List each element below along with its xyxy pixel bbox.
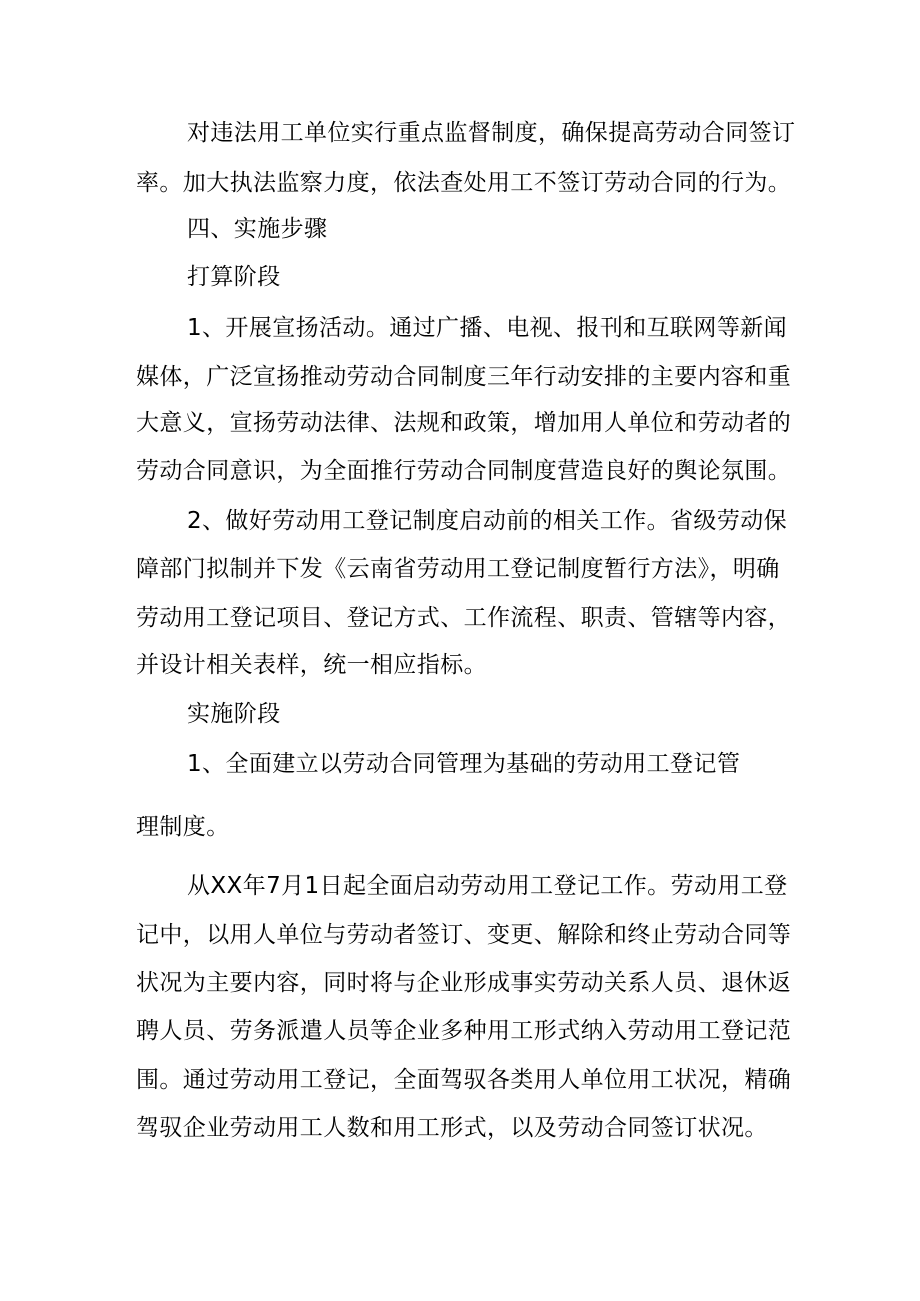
paragraph-line: 媒体，广泛宣扬推动劳动合同制度三年行动安排的主要内容和重 <box>136 364 792 390</box>
paragraph-line: 驾驭企业劳动用工人数和用工形式，以及劳动合同签订状况。 <box>136 1115 768 1141</box>
paragraph-line: 记中，以用人单位与劳动者签订、变更、解除和终止劳动合同等 <box>136 922 792 948</box>
section-heading: 四、实施步骤 <box>187 216 328 242</box>
paragraph-line: 劳动合同意识，为全面推行劳动合同制度营造良好的舆论氛围。 <box>136 458 792 484</box>
paragraph-line: 障部门拟制并下发《云南省劳动用工登记制度暂行方法》，明确 <box>136 556 780 582</box>
paragraph-line: 从XX年7月1日起全面启动劳动用工登记工作。劳动用工登 <box>187 873 788 899</box>
paragraph-line: 大意义，宣扬劳动法律、法规和政策，增加用人单位和劳动者的 <box>136 410 792 436</box>
paragraph-line: 并设计相关表样，统一相应指标。 <box>136 652 487 678</box>
paragraph-line: 1、开展宣扬活动。通过广播、电视、报刊和互联网等新闻 <box>187 315 788 341</box>
stage-heading: 实施阶段 <box>187 701 281 727</box>
paragraph-line: 状况为主要内容，同时将与企业形成事实劳动关系人员、退休返 <box>136 970 792 996</box>
paragraph-line: 2、做好劳动用工登记制度启动前的相关工作。省级劳动保 <box>187 508 788 534</box>
paragraph-line: 劳动用工登记项目、登记方式、工作流程、职责、管辖等内容， <box>136 605 792 631</box>
paragraph-line: 率。加大执法监察力度，依法查处用工不签订劳动合同的行为。 <box>136 170 792 196</box>
stage-heading: 打算阶段 <box>187 264 281 290</box>
paragraph-line: 聘人员、劳务派遣人员等企业多种用工形式纳入劳动用工登记范 <box>136 1018 792 1044</box>
paragraph-line: 围。通过劳动用工登记，全面驾驭各类用人单位用工状况，精确 <box>136 1067 792 1093</box>
paragraph-line: 理制度。 <box>136 814 230 840</box>
paragraph-line: 对违法用工单位实行重点监督制度，确保提高劳动合同签订 <box>187 120 796 146</box>
paragraph-line: 1、全面建立以劳动合同管理为基础的劳动用工登记管 <box>187 751 741 777</box>
